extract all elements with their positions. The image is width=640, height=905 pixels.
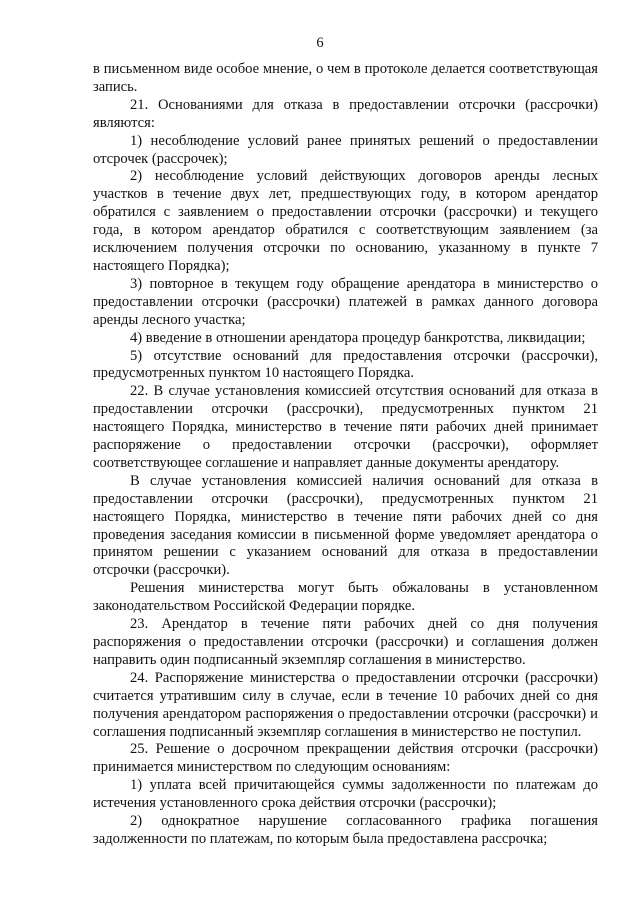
paragraph-clause-25-item-1: 1) уплата всей причитающейся суммы задолженности по платежам до истечения установленного срока действия отсрочки (рассрочки); <box>93 777 598 812</box>
paragraph-clause-21-item-2: 2) несоблюдение условий действующих договоров аренды лесных участков в течение двух лет, предшествующих году, в котором арендатор обратился с заявлением о предоставлении отсрочки (рассрочки) и текущего года, в котором арендатор обратился с соответствующим заявлением (за исключением получения отсрочки по основанию, указанному в пункте 7 настоящего Порядка); <box>93 168 598 274</box>
paragraph-clause-23: 23. Арендатор в течение пяти рабочих дней со дня получения распоряжения о предоставлении отсрочки (рассрочки) и соглашения должен направить один подписанный экземпляр соглашения в министерство. <box>93 616 598 668</box>
paragraph-clause-22: 22. В случае установления комиссией отсутствия оснований для отказа в предоставлении отсрочки (рассрочки), предусмотренных пунктом 21 настоящего Порядка, министерство в течение пяти рабочих дней принимает распоряжение о предоставлении отсрочки (рассрочки), оформляет соответствующее соглашение и направляет данные документы арендатору. <box>93 383 598 471</box>
document-body <box>93 61 598 849</box>
paragraph-clause-21-item-5: 5) отсутствие оснований для предоставления отсрочки (рассрочки), предусмотренных пунктом 10 настоящего Порядка. <box>93 347 598 382</box>
paragraph-clause-22-refusal: В случае установления комиссией наличия оснований для отказа в предоставлении отсрочки (рассрочки), предусмотренных пунктом 21 настоящего Порядка, министерство в течение пяти рабочих дней со дня проведения заседания комиссии в письменной форме уведомляет арендатора о принятом решении с указанием оснований для отказа в предоставлении отсрочки (рассрочки). <box>93 472 598 579</box>
paragraph-clause-21-item-3: 3) повторное в текущем году обращение арендатора в министерство о предоставлении отсрочки (рассрочки) платежей в рамках данного договора аренды лесного участка; <box>93 275 598 328</box>
paragraph-clause-21-item-1: 1) несоблюдение условий ранее принятых решений о предоставлении отсрочек (рассрочек); <box>93 132 598 167</box>
paragraph-continuation: в письменном виде особое мнение, о чем в протоколе делается соответствующая запись. <box>93 61 598 95</box>
paragraph-clause-25-item-2: 2) однократное нарушение согласованного графика погашения задолженности по платежам, по которым была предоставлена рассрочка; <box>93 813 598 847</box>
paragraph-clause-21: 21. Основаниями для отказа в предоставлении отсрочки (рассрочки) являются: <box>93 96 598 131</box>
page-number: 6 <box>316 35 324 51</box>
paragraph-clause-21-item-4: 4) введение в отношении арендатора процедур банкротства, ликвидации; <box>130 329 586 346</box>
paragraph-clause-22-appeal: Решения министерства могут быть обжалованы в установленном законодательством Российской Федерации порядке. <box>93 580 598 615</box>
paragraph-clause-24: 24. Распоряжение министерства о предоставлении отсрочки (рассрочки) считается утратившим силу в случае, если в течение 10 рабочих дней со дня получения арендатором распоряжения о предоставлении отсрочки (рассрочки) и соглашения подписанный экземпляр соглашения в министерство не поступил. <box>93 669 598 740</box>
paragraph-clause-25: 25. Решение о досрочном прекращении действия отсрочки (рассрочки) принимается министерством по следующим основаниям: <box>93 741 598 776</box>
